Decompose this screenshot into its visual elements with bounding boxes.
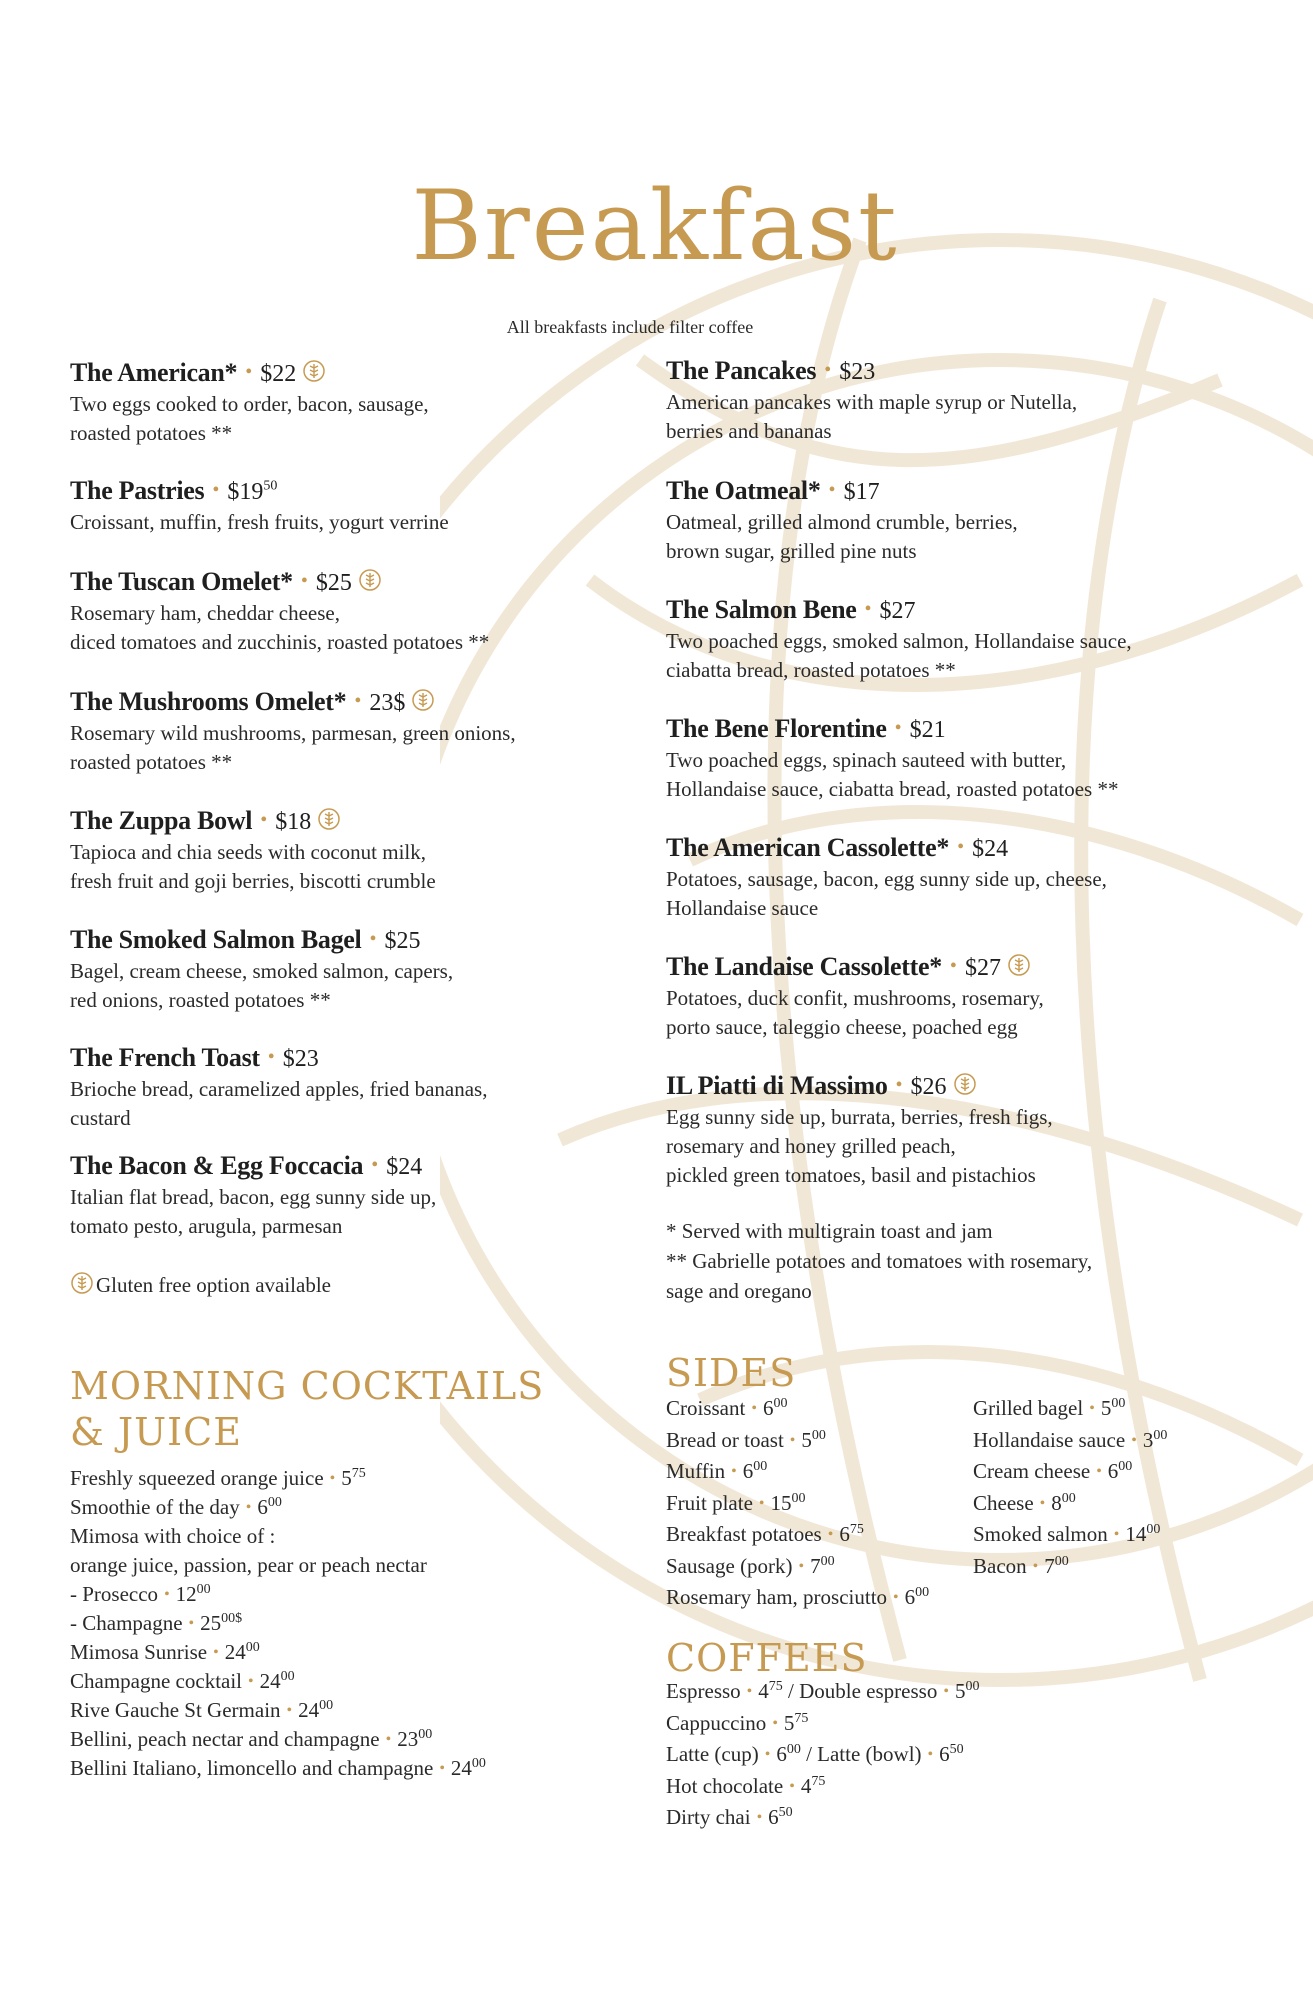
bullet-dot: • (300, 570, 308, 592)
coffee-item-label: Hot chocolate (666, 1773, 784, 1798)
side-item-price-cents: 00 (820, 1553, 835, 1569)
bullet-dot: • (385, 1731, 392, 1748)
menu-item-description: ciabatta bread, roasted potatoes ** (666, 658, 956, 682)
menu-item-price: $27 (964, 955, 1001, 981)
page-subtitle: All breakfasts include filter coffee (506, 317, 754, 337)
side-item (666, 1394, 787, 1425)
side-item-price: 8 (1051, 1490, 1062, 1515)
menu-item-description: berries and bananas (666, 419, 832, 443)
bullet-dot: • (824, 359, 832, 381)
cocktail-item-label: Rive Gauche St Germain (70, 1698, 281, 1722)
menu-item (70, 687, 516, 777)
coffee-item-price: 6 (939, 1742, 950, 1766)
menu-item-name: The Oatmeal* (666, 476, 821, 505)
cocktail-item-price-cents: 00 (471, 1756, 486, 1771)
coffee-item-price: 4 (758, 1679, 769, 1703)
menu-item (666, 833, 1107, 923)
cocktail-item-label: Freshly squeezed orange juice (70, 1466, 324, 1490)
side-item-label: Cream cheese (973, 1459, 1091, 1483)
menu-item-price: $25 (384, 928, 421, 954)
menu-item-price: $18 (275, 809, 312, 835)
side-item (973, 1489, 1076, 1520)
bullet-dot: • (864, 598, 872, 620)
side-item (973, 1457, 1132, 1488)
side-item-price: 3 (1142, 1427, 1154, 1452)
bullet-dot: • (329, 1470, 336, 1487)
bullet-dot: • (957, 836, 965, 858)
menu-item-description: diced tomatoes and zucchinis, roasted potatoes ** (70, 630, 490, 654)
bullet-dot: • (188, 1615, 195, 1632)
menu-item (666, 356, 1077, 446)
menu-item-name: IL Piatti di Massimo (666, 1071, 888, 1100)
menu-item-description: Brioche bread, caramelized apples, fried bananas, (70, 1077, 488, 1101)
side-item-label: Grilled bagel (973, 1396, 1084, 1420)
menu-item-header (666, 1071, 1053, 1103)
menu-item-price-cents: 50 (263, 478, 278, 494)
coffee-item-price-cents: 00 (786, 1742, 801, 1757)
bullet-dot: • (1089, 1400, 1095, 1417)
cocktail-item-price: 12 (175, 1582, 197, 1606)
bullet-dot: • (943, 1683, 949, 1700)
side-item (973, 1552, 1069, 1583)
menu-item-name: The American Cassolette* (666, 833, 950, 862)
menu-item-price: $24 (972, 836, 1009, 862)
menu-item-description: American pancakes with maple syrup or Nutella, (666, 390, 1078, 414)
menu-item-description: pickled green tomatoes, basil and pistachios (666, 1163, 1036, 1187)
cocktails-title-line1: MORNING COCKTAILS (70, 1364, 545, 1408)
menu-item-header (70, 925, 453, 957)
cocktail-item-label: Bellini Italiano, limoncello and champagne (70, 1756, 434, 1780)
coffee-item-price-cents: 75 (768, 1679, 783, 1694)
menu-item-description: fresh fruit and goji berries, biscotti crumble (70, 869, 436, 893)
menu-item-name: The Pastries (70, 476, 205, 505)
cocktail-item (70, 1667, 295, 1698)
cocktail-item (70, 1725, 432, 1756)
coffee-item (666, 1772, 825, 1803)
wheat-circle-icon (302, 359, 326, 383)
bullet-dot: • (248, 1673, 254, 1690)
side-item-price-cents: 00 (1111, 1396, 1126, 1411)
cocktail-item-price-cents: 75 (351, 1466, 366, 1481)
side-item (973, 1394, 1125, 1425)
bullet-dot: • (213, 1644, 219, 1661)
gluten-free-note-text: Gluten free option available (96, 1273, 331, 1297)
menu-item-header (70, 687, 516, 719)
menu-item-name: The American* (70, 358, 238, 387)
menu-item (70, 925, 453, 1015)
cocktail-item (70, 1464, 366, 1495)
bullet-dot: • (354, 690, 362, 712)
menu-item-header (666, 476, 1018, 508)
side-item (666, 1489, 806, 1520)
side-item-price-cents: 00 (1061, 1490, 1076, 1506)
side-item-price-cents: 00 (1146, 1522, 1161, 1537)
coffees-title: COFFEES (666, 1636, 868, 1680)
menu-item-description: Hollandaise sauce (666, 896, 819, 920)
menu-item (666, 476, 1018, 566)
bullet-dot: • (949, 955, 957, 977)
side-item (666, 1426, 826, 1457)
coffee-item-price: 4 (800, 1773, 812, 1798)
menu-item-price: 23$ (369, 690, 406, 716)
bullet-dot: • (828, 479, 836, 501)
side-item-price: 5 (801, 1427, 812, 1452)
coffee-item (666, 1677, 979, 1708)
menu-item (70, 476, 449, 537)
menu-item-description: brown sugar, grilled pine nuts (666, 539, 917, 563)
menu-item-name: The Salmon Bene (666, 595, 857, 624)
coffee-item (666, 1709, 808, 1740)
side-item-price: 15 (770, 1490, 792, 1515)
menu-item-price: $24 (386, 1154, 423, 1180)
side-item-label: Bread or toast (666, 1427, 784, 1452)
cocktail-item-price-cents: 00 (319, 1698, 334, 1713)
menu-item-description: Two poached eggs, spinach sauteed with butter, (666, 748, 1067, 772)
bullet-dot: • (827, 1526, 834, 1543)
side-item-price: 7 (1044, 1553, 1055, 1578)
menu-item-description: Hollandaise sauce, ciabatta bread, roasted potatoes ** (666, 777, 1119, 801)
cocktail-item-price: 24 (224, 1640, 246, 1664)
side-item (666, 1552, 835, 1583)
wheat-circle-icon (70, 1271, 94, 1295)
cocktail-item-label: - Champagne (70, 1611, 183, 1635)
side-item-price-cents: 00 (811, 1427, 826, 1443)
menu-item-description: tomato pesto, arugula, parmesan (70, 1214, 343, 1238)
cocktail-item-price: 23 (397, 1727, 419, 1751)
cocktail-item-price-cents: 00 (280, 1669, 295, 1684)
menu-item (666, 714, 1118, 804)
menu-item (70, 806, 436, 896)
cocktail-item-price: 6 (257, 1495, 268, 1519)
side-item-label: Muffin (666, 1459, 726, 1483)
side-item (973, 1426, 1167, 1457)
bullet-dot: • (1113, 1526, 1120, 1543)
menu-item-price: $17 (843, 479, 880, 505)
coffee-item-price: 5 (783, 1710, 795, 1735)
cocktail-item (70, 1696, 333, 1727)
bullet-dot: • (245, 1499, 252, 1516)
menu-item-description: Tapioca and chia seeds with coconut milk, (70, 840, 427, 864)
side-item-price-cents: 00 (1118, 1459, 1133, 1474)
cocktail-item-price: 24 (298, 1698, 320, 1722)
menu-item-price: $22 (260, 361, 297, 387)
side-item-label: Fruit plate (666, 1490, 753, 1515)
cocktail-item-price: 24 (259, 1669, 281, 1693)
menu-item-description: Italian flat bread, bacon, egg sunny side up, (70, 1185, 437, 1209)
cocktail-item (70, 1493, 282, 1524)
coffee-item-label: / Double espresso (782, 1679, 938, 1703)
bullet-dot: • (927, 1746, 934, 1763)
menu-item-name: The Landaise Cassolette* (666, 952, 942, 981)
coffee-item (666, 1740, 964, 1771)
coffee-item-price-cents: 50 (949, 1742, 964, 1757)
menu-item-description: red onions, roasted potatoes ** (70, 988, 331, 1012)
coffee-item-label: / Latte (bowl) (800, 1742, 922, 1766)
menu-item-price: $19 (227, 479, 264, 505)
footnotes (666, 1216, 1092, 1306)
cocktail-item-label: - Prosecco (70, 1582, 159, 1606)
menu-item-header (666, 714, 1118, 746)
menu-item-header (666, 356, 1077, 388)
bullet-dot: • (1131, 1431, 1137, 1449)
coffee-item (666, 1803, 793, 1834)
menu-item-price: $26 (910, 1074, 947, 1100)
side-item-price: 6 (762, 1396, 774, 1420)
menu-item-name: The Bene Florentine (666, 714, 887, 743)
cocktail-item-price-cents: 00$ (221, 1611, 243, 1626)
side-item-price: 6 (1107, 1459, 1119, 1483)
menu-item-description: roasted potatoes ** (70, 421, 233, 445)
cocktail-item-price: 5 (341, 1466, 352, 1490)
bullet-dot: • (369, 928, 377, 950)
menu-item-header (70, 567, 489, 599)
side-item (666, 1583, 929, 1614)
menu-item (70, 1043, 487, 1133)
menu-item-name: The Mushrooms Omelet* (70, 687, 347, 716)
side-item-label: Croissant (666, 1396, 746, 1420)
menu-item-price: $21 (909, 717, 946, 743)
menu-item-header (666, 833, 1107, 865)
side-item-label: Rosemary ham, prosciutto (666, 1585, 888, 1609)
menu-item-header (666, 595, 1132, 627)
menu-item-price: $25 (315, 570, 352, 596)
coffee-item-label: Dirty chai (666, 1805, 751, 1829)
side-item-price-cents: 75 (849, 1522, 864, 1537)
menu-item-description: Two eggs cooked to order, bacon, sausage, (70, 392, 429, 416)
coffee-item-price-cents: 75 (811, 1773, 826, 1789)
menu-item-description: Rosemary wild mushrooms, parmesan, green onions, (70, 721, 516, 745)
bullet-dot: • (746, 1683, 753, 1700)
coffee-item-price-cents: 00 (965, 1679, 980, 1694)
bullet-dot: • (1032, 1557, 1039, 1575)
menu-item-name: The Tuscan Omelet* (70, 567, 293, 596)
bullet-dot: • (894, 717, 902, 739)
gluten-free-note (70, 1270, 331, 1300)
menu-item-price: $23 (839, 359, 876, 385)
side-item-price: 6 (742, 1459, 754, 1483)
menu-item-name: The Bacon & Egg Foccacia (70, 1151, 364, 1180)
cocktails-title-line2: & JUICE (70, 1410, 242, 1454)
cocktail-item-label: Bellini, peach nectar and champagne (70, 1727, 380, 1751)
bullet-dot: • (895, 1074, 903, 1096)
menu-item (70, 1151, 436, 1241)
menu-item-description: porto sauce, taleggio cheese, poached egg (666, 1015, 1018, 1039)
coffee-item-label: Espresso (666, 1679, 741, 1703)
side-item-price: 14 (1125, 1522, 1147, 1546)
menu-item-price: $27 (879, 598, 916, 624)
cocktails-title (70, 1363, 544, 1455)
side-item (666, 1457, 767, 1488)
menu-item-header (70, 1043, 487, 1075)
menu-item-description: Oatmeal, grilled almond crumble, berries, (666, 510, 1018, 534)
menu-item-header (70, 1151, 436, 1183)
menu-item-name: The French Toast (70, 1043, 260, 1072)
cocktail-item (70, 1522, 275, 1550)
menu-item-description: Egg sunny side up, burrata, berries, fresh figs, (666, 1105, 1053, 1129)
side-item-price-cents: 00 (1054, 1553, 1069, 1569)
side-item-price-cents: 00 (791, 1490, 806, 1506)
bullet-dot: • (764, 1746, 771, 1763)
cocktail-item-label: Mimosa with choice of : (70, 1524, 276, 1548)
coffee-item-price: 6 (768, 1805, 779, 1829)
menu-item-price: $23 (282, 1046, 319, 1072)
menu-item-description: Two poached eggs, smoked salmon, Hollandaise sauce, (666, 629, 1132, 653)
page-title: Breakfast (411, 170, 899, 282)
side-item-price: 6 (904, 1585, 916, 1609)
coffee-item-price-cents: 50 (778, 1805, 793, 1820)
menu-item (70, 358, 429, 448)
bullet-dot: • (772, 1714, 778, 1732)
menu-item (666, 595, 1132, 685)
side-item-price: 6 (839, 1522, 850, 1546)
menu-item-header (70, 806, 436, 838)
side-item-price-cents: 00 (773, 1396, 788, 1411)
bullet-dot: • (758, 1494, 765, 1512)
cocktail-item (70, 1754, 486, 1785)
menu-item-header (70, 358, 429, 390)
wheat-circle-icon (953, 1072, 977, 1096)
bullet-dot: • (267, 1046, 275, 1068)
bullet-dot: • (286, 1702, 293, 1719)
menu-item-name: The Smoked Salmon Bagel (70, 925, 362, 954)
bullet-dot: • (164, 1586, 170, 1603)
menu-item-description: Croissant, muffin, fresh fruits, yogurt verrine (70, 510, 449, 534)
menu-item-name: The Pancakes (666, 356, 817, 385)
bullet-dot: • (798, 1557, 805, 1575)
cocktail-item-label: orange juice, passion, pear or peach nectar (70, 1553, 427, 1577)
cocktail-item (70, 1609, 242, 1640)
side-item-label: Bacon (973, 1553, 1027, 1578)
side-item-price: 5 (1100, 1396, 1112, 1420)
menu-item (666, 1071, 1053, 1190)
side-item-price-cents: 00 (753, 1459, 768, 1474)
side-item-label: Cheese (973, 1490, 1034, 1515)
menu-item-description: rosemary and honey grilled peach, (666, 1134, 956, 1158)
side-item-label: Smoked salmon (973, 1522, 1108, 1546)
footnote-line: ** Gabrielle potatoes and tomatoes with rosemary, (666, 1249, 1093, 1273)
menu-item (70, 567, 489, 657)
bullet-dot: • (245, 361, 253, 383)
cocktail-item-label: Champagne cocktail (70, 1669, 243, 1693)
wheat-circle-icon (358, 568, 382, 592)
menu-item-name: The Zuppa Bowl (70, 806, 253, 835)
bullet-dot: • (1039, 1494, 1046, 1512)
footnote-line: sage and oregano (666, 1279, 812, 1303)
menu-item-description: Rosemary ham, cheddar cheese, (70, 601, 340, 625)
cocktail-item-label: Smoothie of the day (70, 1495, 240, 1519)
side-item-label: Sausage (pork) (666, 1553, 793, 1578)
side-item-label: Hollandaise sauce (973, 1427, 1126, 1452)
bullet-dot: • (260, 809, 268, 831)
cocktail-item-price-cents: 00 (267, 1495, 282, 1510)
cocktail-item-price-cents: 00 (245, 1640, 260, 1655)
coffee-item-price: 6 (776, 1742, 787, 1766)
coffee-item-price-cents: 75 (794, 1710, 809, 1726)
coffee-item-label: Cappuccino (666, 1710, 767, 1735)
menu-item-description: Potatoes, duck confit, mushrooms, rosemary, (666, 986, 1044, 1010)
menu-item-description: roasted potatoes ** (70, 750, 233, 774)
menu-item (666, 952, 1044, 1042)
side-item-price-cents: 00 (915, 1585, 930, 1600)
side-item-price-cents: 00 (1153, 1427, 1168, 1443)
bullet-dot: • (731, 1463, 737, 1480)
sides-title: SIDES (666, 1351, 797, 1395)
bullet-dot: • (212, 479, 220, 501)
cocktail-item (70, 1580, 211, 1611)
cocktail-item-price-cents: 00 (418, 1727, 433, 1742)
side-item (666, 1520, 864, 1551)
coffee-item-price: 5 (954, 1679, 966, 1703)
cocktail-item-price: 24 (450, 1756, 472, 1780)
coffee-item-label: Latte (cup) (666, 1742, 759, 1766)
bullet-dot: • (751, 1400, 757, 1417)
bullet-dot: • (371, 1154, 379, 1176)
footnote-line: * Served with multigrain toast and jam (666, 1219, 993, 1243)
menu-item-description: Potatoes, sausage, bacon, egg sunny side up, cheese, (666, 867, 1107, 891)
cocktail-item-label: Mimosa Sunrise (70, 1640, 208, 1664)
menu-item-description: custard (70, 1106, 131, 1130)
side-item (973, 1520, 1160, 1551)
bullet-dot: • (439, 1760, 445, 1777)
bullet-dot: • (789, 1431, 796, 1449)
side-item-price: 7 (810, 1553, 821, 1578)
cocktail-item (70, 1551, 427, 1579)
cocktail-item-price: 25 (200, 1611, 222, 1635)
cocktail-item-price-cents: 00 (196, 1582, 211, 1597)
wheat-circle-icon (1007, 953, 1031, 977)
bullet-dot: • (756, 1809, 763, 1826)
bullet-dot: • (789, 1777, 795, 1795)
menu-item-header (666, 952, 1044, 984)
side-item-label: Breakfast potatoes (666, 1522, 822, 1546)
bullet-dot: • (893, 1589, 899, 1606)
cocktail-item (70, 1638, 260, 1669)
wheat-circle-icon (317, 807, 341, 831)
menu-item-header (70, 476, 449, 508)
bullet-dot: • (1096, 1463, 1102, 1480)
menu-item-description: Bagel, cream cheese, smoked salmon, capers, (70, 959, 454, 983)
wheat-circle-icon (411, 688, 435, 712)
